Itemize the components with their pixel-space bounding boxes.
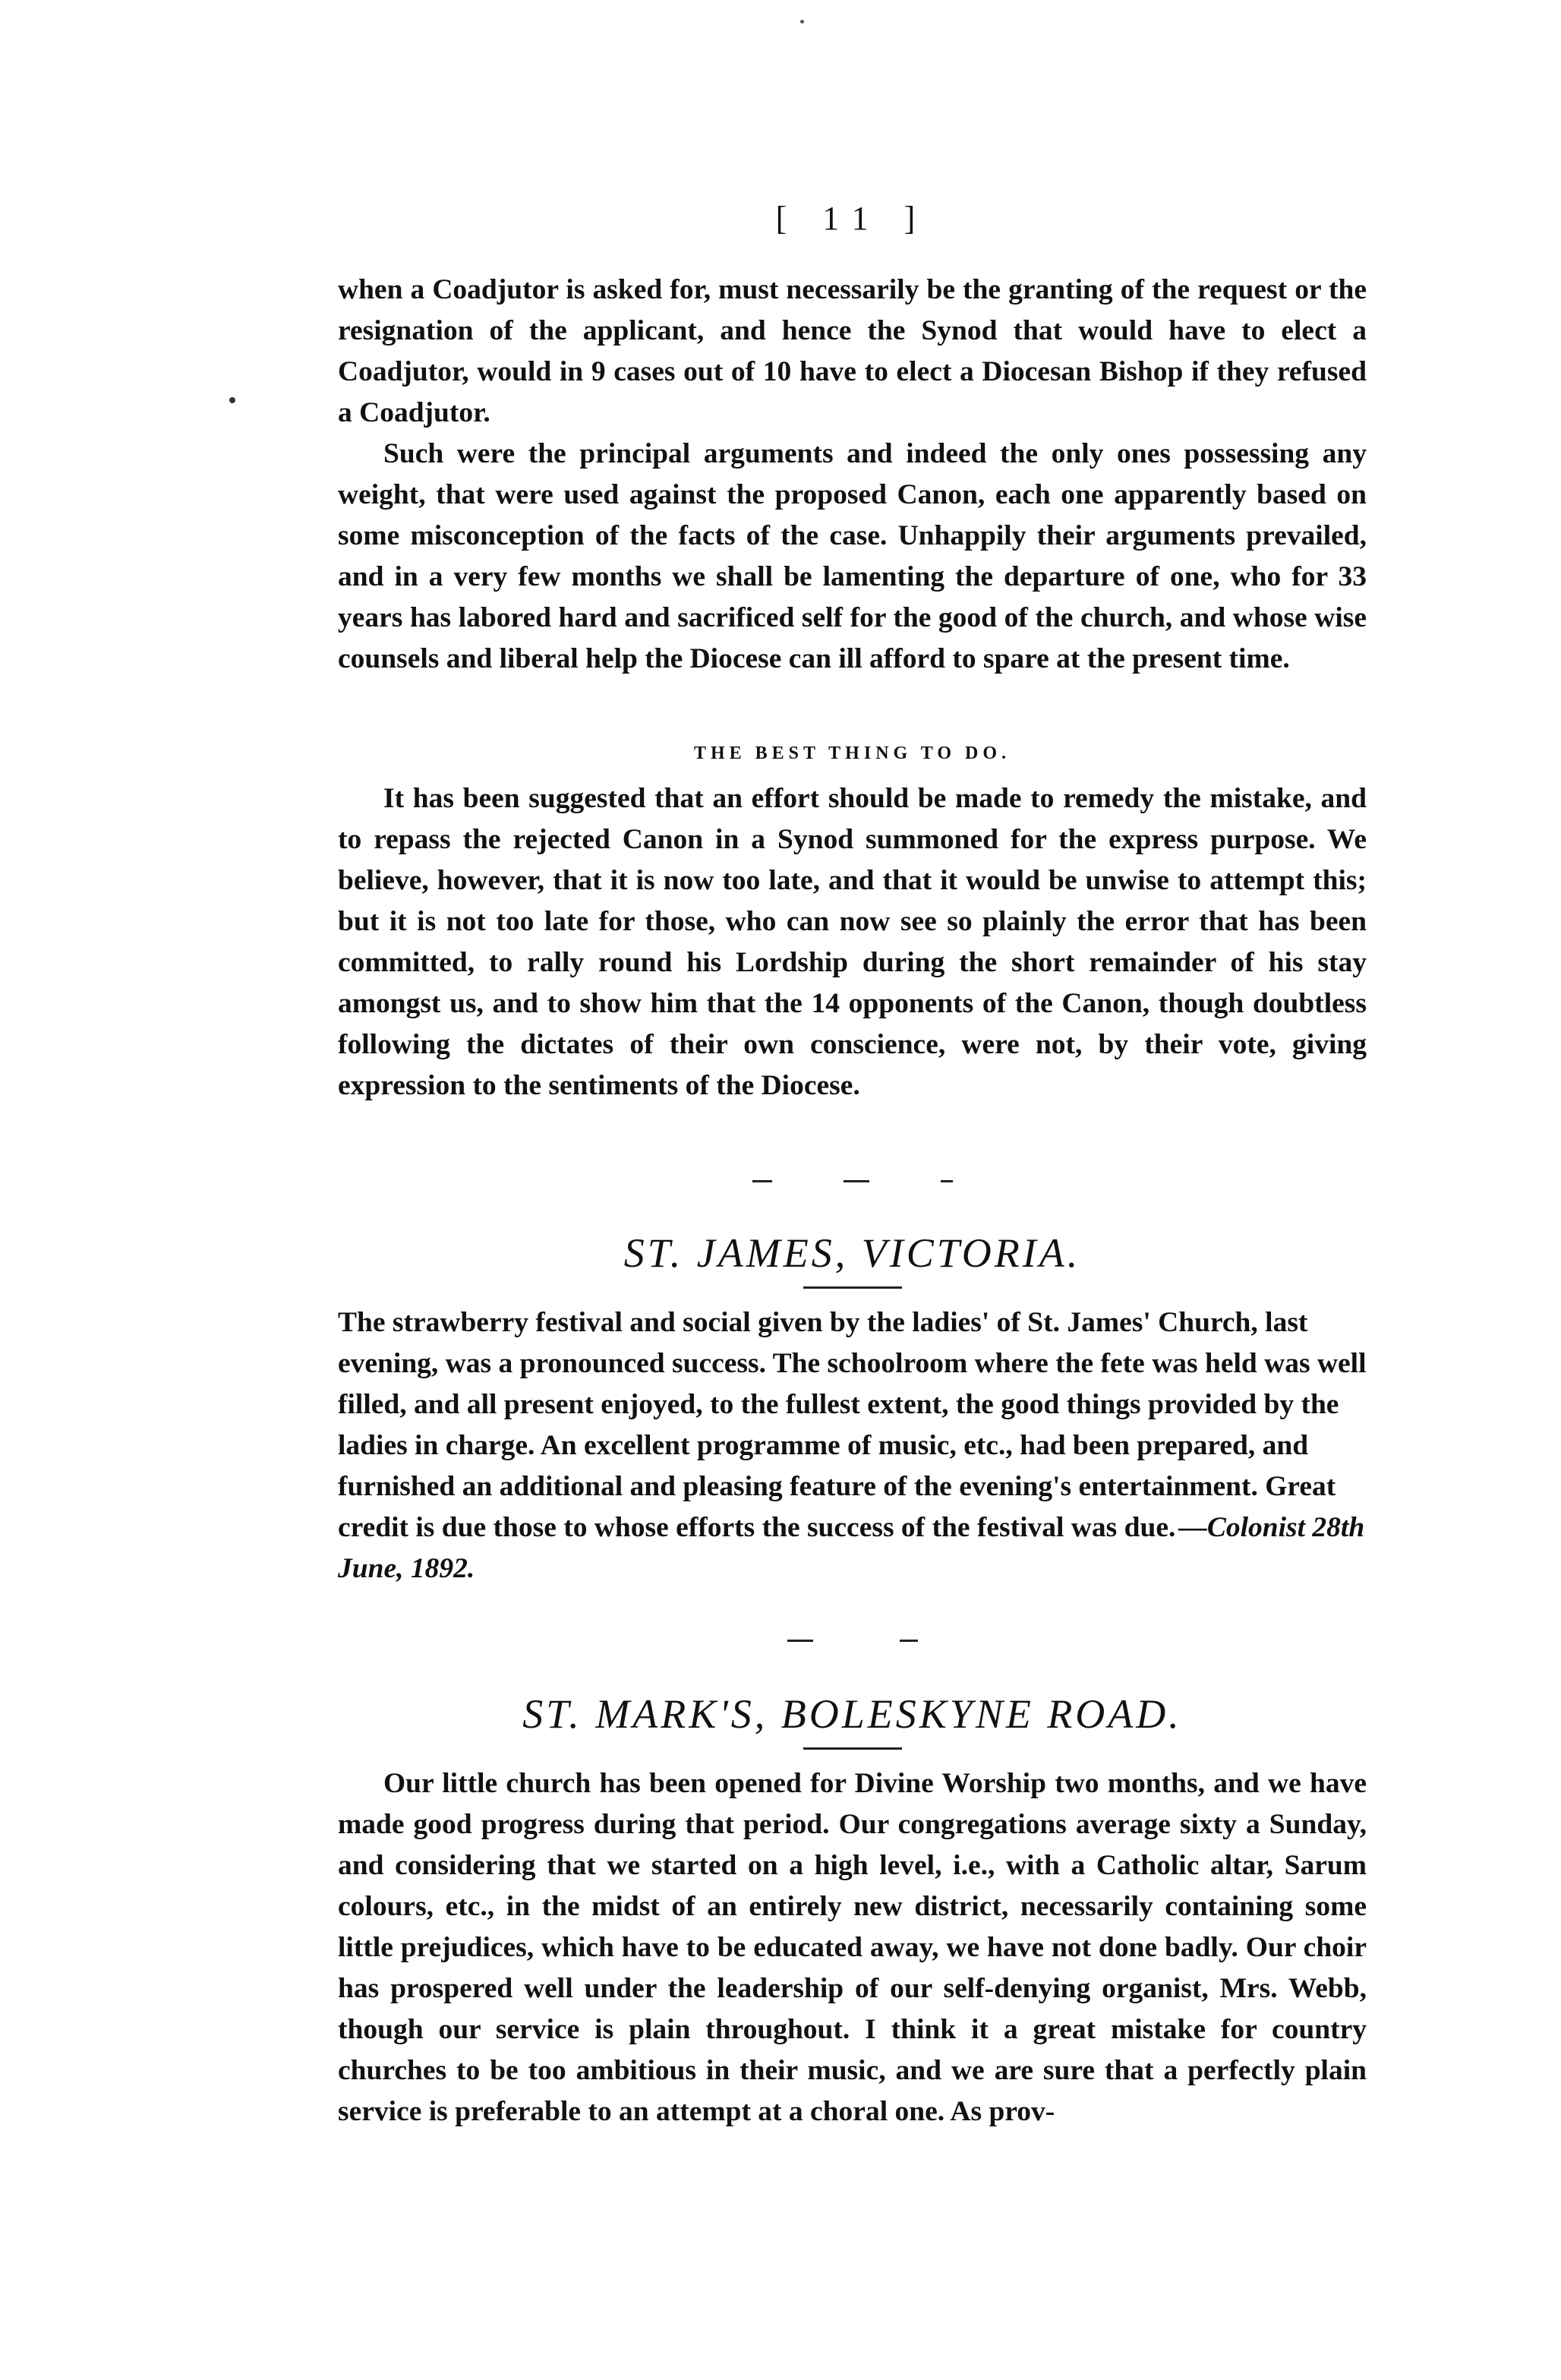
st-marks-title: ST. MARK'S, BOLESKYNE ROAD. [522,1691,1182,1737]
paragraph-remedy: It has been suggested that an effort should be made to remedy the mistake, and to repass the rejected Canon in a Synod summoned for the express purpose. We believe, however, that it is now too late, and that it would be unwise to attempt this; but it is not too late for those, who can now see so plainly the error that has been committed, to rally round his Lordship during the short remainder of his stay amongst us, and to show him that the 14 opponents of the Canon, though doubtless following the dictates of their own conscience, were not, by their vote, giving expression to the sentiments of the Diocese. [338,783,1367,1101]
margin-dot [229,397,235,403]
section-separator [338,1173,1367,1188]
continued-section [338,270,1367,680]
page-number: [ 11 ] [775,200,929,237]
st-marks-body: Our little church has been opened for Divine Worship two months, and we have made good progress during that period. Our congregations average sixty a Sunday, and considering that we started on a high level, i.e., with a Catholic altar, Sarum colours, etc., in the midst of an entirely new district, necessarily containing some little prejudices, which have to be educated away, we have not done badly. Our choir has prospered well under the leadership of our self-denying organist, Mrs. Webb, though our service is plain throughout. I think it a great mistake for country churches to be too ambitious in their music, and we are sure that a perfectly plain service is preferable to an attempt at a choral one. As prov- [338,1768,1367,2127]
title-rule-2 [803,1747,902,1750]
paragraph-arguments: Such were the principal arguments and indeed the only ones possessing any weight, that were used against the proposed Canon, each one apparently based on some misconception of the facts of the case. Unhappily their arguments prevailed, and in a very few months we shall be lamenting the departure of one, who for 33 years has labored hard and sacrificed self for the good of the church, and whose wise counsels and liberal help the Diocese can ill afford to spare at the present time. [338,438,1367,674]
st-james-title: ST. JAMES, VICTORIA. [623,1230,1081,1276]
st-james-citation: —Colonist 28th June, 1892. [338,1512,1365,1584]
best-thing-section [338,733,1367,1106]
st-james-section [338,1229,1367,1589]
st-james-body: The strawberry festival and social given by the ladies' of St. James' Church, last evening, was a pronounced success. The schoolroom where the fete was held was well filled, and all present enjoyed, to the fullest extent, the good things provided by the ladies in charge. An excellent programme of music, etc., had been prepared, and furnished an additional and pleasing feature of the evening's entertainment. Great credit is due those to whose efforts the success of the festival was due. [338,1307,1367,1543]
title-rule [803,1286,902,1289]
page-speck [800,20,804,24]
heading-best-thing: THE BEST THING TO DO. [693,743,1011,763]
section-separator-2 [338,1633,1367,1648]
st-marks-section [338,1690,1367,2132]
paragraph-coadjutor: when a Coadjutor is asked for, must necessarily be the granting of the request or the resignation of the applicant, and hence the Synod that would have to elect a Coadjutor, would in 9 cases out of 10 have to elect a Diocesan Bishop if they refused a Coadjutor. [338,274,1367,428]
